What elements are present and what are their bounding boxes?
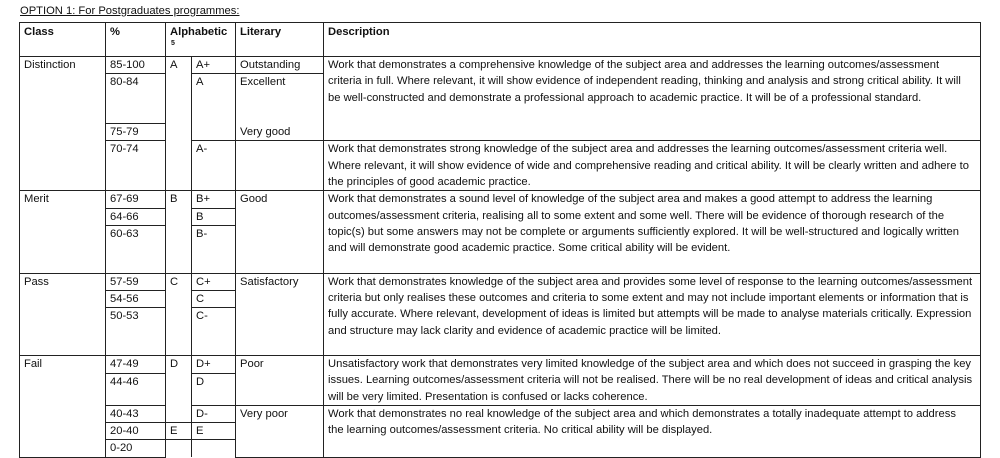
percent-cell: 44-46 xyxy=(106,373,166,405)
literary-cell: Good xyxy=(236,191,324,273)
grade-cell xyxy=(192,440,236,457)
grade-cell: B+ xyxy=(192,191,236,208)
grade-cell: A+ xyxy=(192,57,236,74)
page-caption: OPTION 1: For Postgraduates programmes: xyxy=(20,5,240,17)
table-row xyxy=(20,406,981,423)
header-alphabetic-footnote: 5 xyxy=(171,40,175,48)
description-cell: Work that demonstrates knowledge of the subject area and provides some level of response to the learning outcomes/assessment criteria but only realises these outcomes and criteria to some extent and may not include important elements or information that is fully accurate. Where relevant, development of ideas is limited but attempts will be made to analyse materials critically. Expression and structure may lack clarity and evidence of academic practice will be limited. xyxy=(324,273,981,355)
header-description: Description xyxy=(324,23,981,57)
percent-cell: 75-79 xyxy=(106,124,166,141)
percent-cell: 40-43 xyxy=(106,406,166,423)
grade-cell: B- xyxy=(192,225,236,273)
class-cell: Merit xyxy=(20,191,106,273)
grade-cell: E xyxy=(192,423,236,440)
header-class: Class xyxy=(20,23,106,57)
letter-cell: A xyxy=(166,57,192,191)
percent-cell: 64-66 xyxy=(106,208,166,225)
grade-cell: D- xyxy=(192,406,236,423)
table-row xyxy=(20,141,981,191)
header-alphabetic xyxy=(166,23,236,57)
description-cell: Unsatisfactory work that demonstrates very limited knowledge of the subject area and which does not succeed in grasping the key issues. Learning outcomes/assessment criteria will not be realised. There will be no real development of ideas and critical analysis will be very limited. Presentation is confused or lacks coherence. xyxy=(324,356,981,406)
letter-cell xyxy=(166,440,192,457)
letter-cell: D xyxy=(166,356,192,423)
grade-cell: C- xyxy=(192,308,236,356)
literary-cell: Very poor xyxy=(236,406,324,458)
class-cell: Fail xyxy=(20,356,106,458)
grade-cell: D+ xyxy=(192,356,236,373)
percent-cell: 80-84 xyxy=(106,74,166,124)
grade-cell: A xyxy=(192,74,236,141)
grade-cell: B xyxy=(192,208,236,225)
table-row xyxy=(20,57,981,74)
grade-cell: C+ xyxy=(192,273,236,290)
percent-cell: 50-53 xyxy=(106,308,166,356)
literary-cell: Excellent xyxy=(236,74,324,141)
percent-cell: 0-20 xyxy=(106,440,166,457)
class-cell: Pass xyxy=(20,273,106,355)
table-row xyxy=(20,273,981,290)
table-row xyxy=(20,191,981,208)
description-cell: Work that demonstrates a comprehensive knowledge of the subject area and addresses the learning outcomes/assessment criteria in full. Where relevant, it will show evidence of independent reading, thinking and analysis and strong critical ability. It will be well-constructed and demonstrate a professional approach to academic practice. It will be of a professional standard. xyxy=(324,57,981,141)
letter-cell: B xyxy=(166,191,192,273)
letter-cell: C xyxy=(166,273,192,355)
letter-cell: E xyxy=(166,423,192,440)
percent-cell: 60-63 xyxy=(106,225,166,273)
header-alphabetic-label: Alphabetic xyxy=(170,26,228,38)
literary-cell: Satisfactory xyxy=(236,273,324,355)
description-cell: Work that demonstrates a sound level of knowledge of the subject area and makes a good attempt to address the learning outcomes/assessment criteria, realising all to some extent and some well. There will be evidence of thorough research of the topic(s) but some answers may not be complete or arguments sufficiently explored. It will be well-structured and logically written and will demonstrate good academic practice. Some critical ability will be evident. xyxy=(324,191,981,273)
literary-cell xyxy=(236,126,324,191)
header-percent: % xyxy=(106,23,166,57)
table-row xyxy=(20,356,981,373)
class-cell: Distinction xyxy=(20,57,106,191)
grade-cell: A- xyxy=(192,141,236,191)
percent-cell: 85-100 xyxy=(106,57,166,74)
percent-cell: 67-69 xyxy=(106,191,166,208)
header-row xyxy=(20,23,981,57)
description-cell: Work that demonstrates no real knowledge of the subject area and which demonstrates a totally inadequate attempt to address the learning outcomes/assessment criteria. No critical ability will be displayed. xyxy=(324,406,981,458)
percent-cell: 70-74 xyxy=(106,141,166,191)
grade-cell: C xyxy=(192,290,236,307)
literary-cell: Poor xyxy=(236,356,324,406)
percent-cell: 54-56 xyxy=(106,290,166,307)
description-cell: Work that demonstrates strong knowledge of the subject area and addresses the learning outcomes/assessment criteria well. Where relevant, it will show evidence of wide and comprehensive reading and critical ability. It will be clearly written and adhere to the principles of good academic practice. xyxy=(324,141,981,191)
grade-cell: D xyxy=(192,373,236,405)
literary-cell: Outstanding xyxy=(236,57,324,74)
percent-cell: 20-40 xyxy=(106,423,166,440)
header-literary: Literary xyxy=(236,23,324,57)
literary-label: Very good xyxy=(240,126,291,139)
grading-table xyxy=(19,22,981,458)
percent-cell: 47-49 xyxy=(106,356,166,373)
percent-cell: 57-59 xyxy=(106,273,166,290)
